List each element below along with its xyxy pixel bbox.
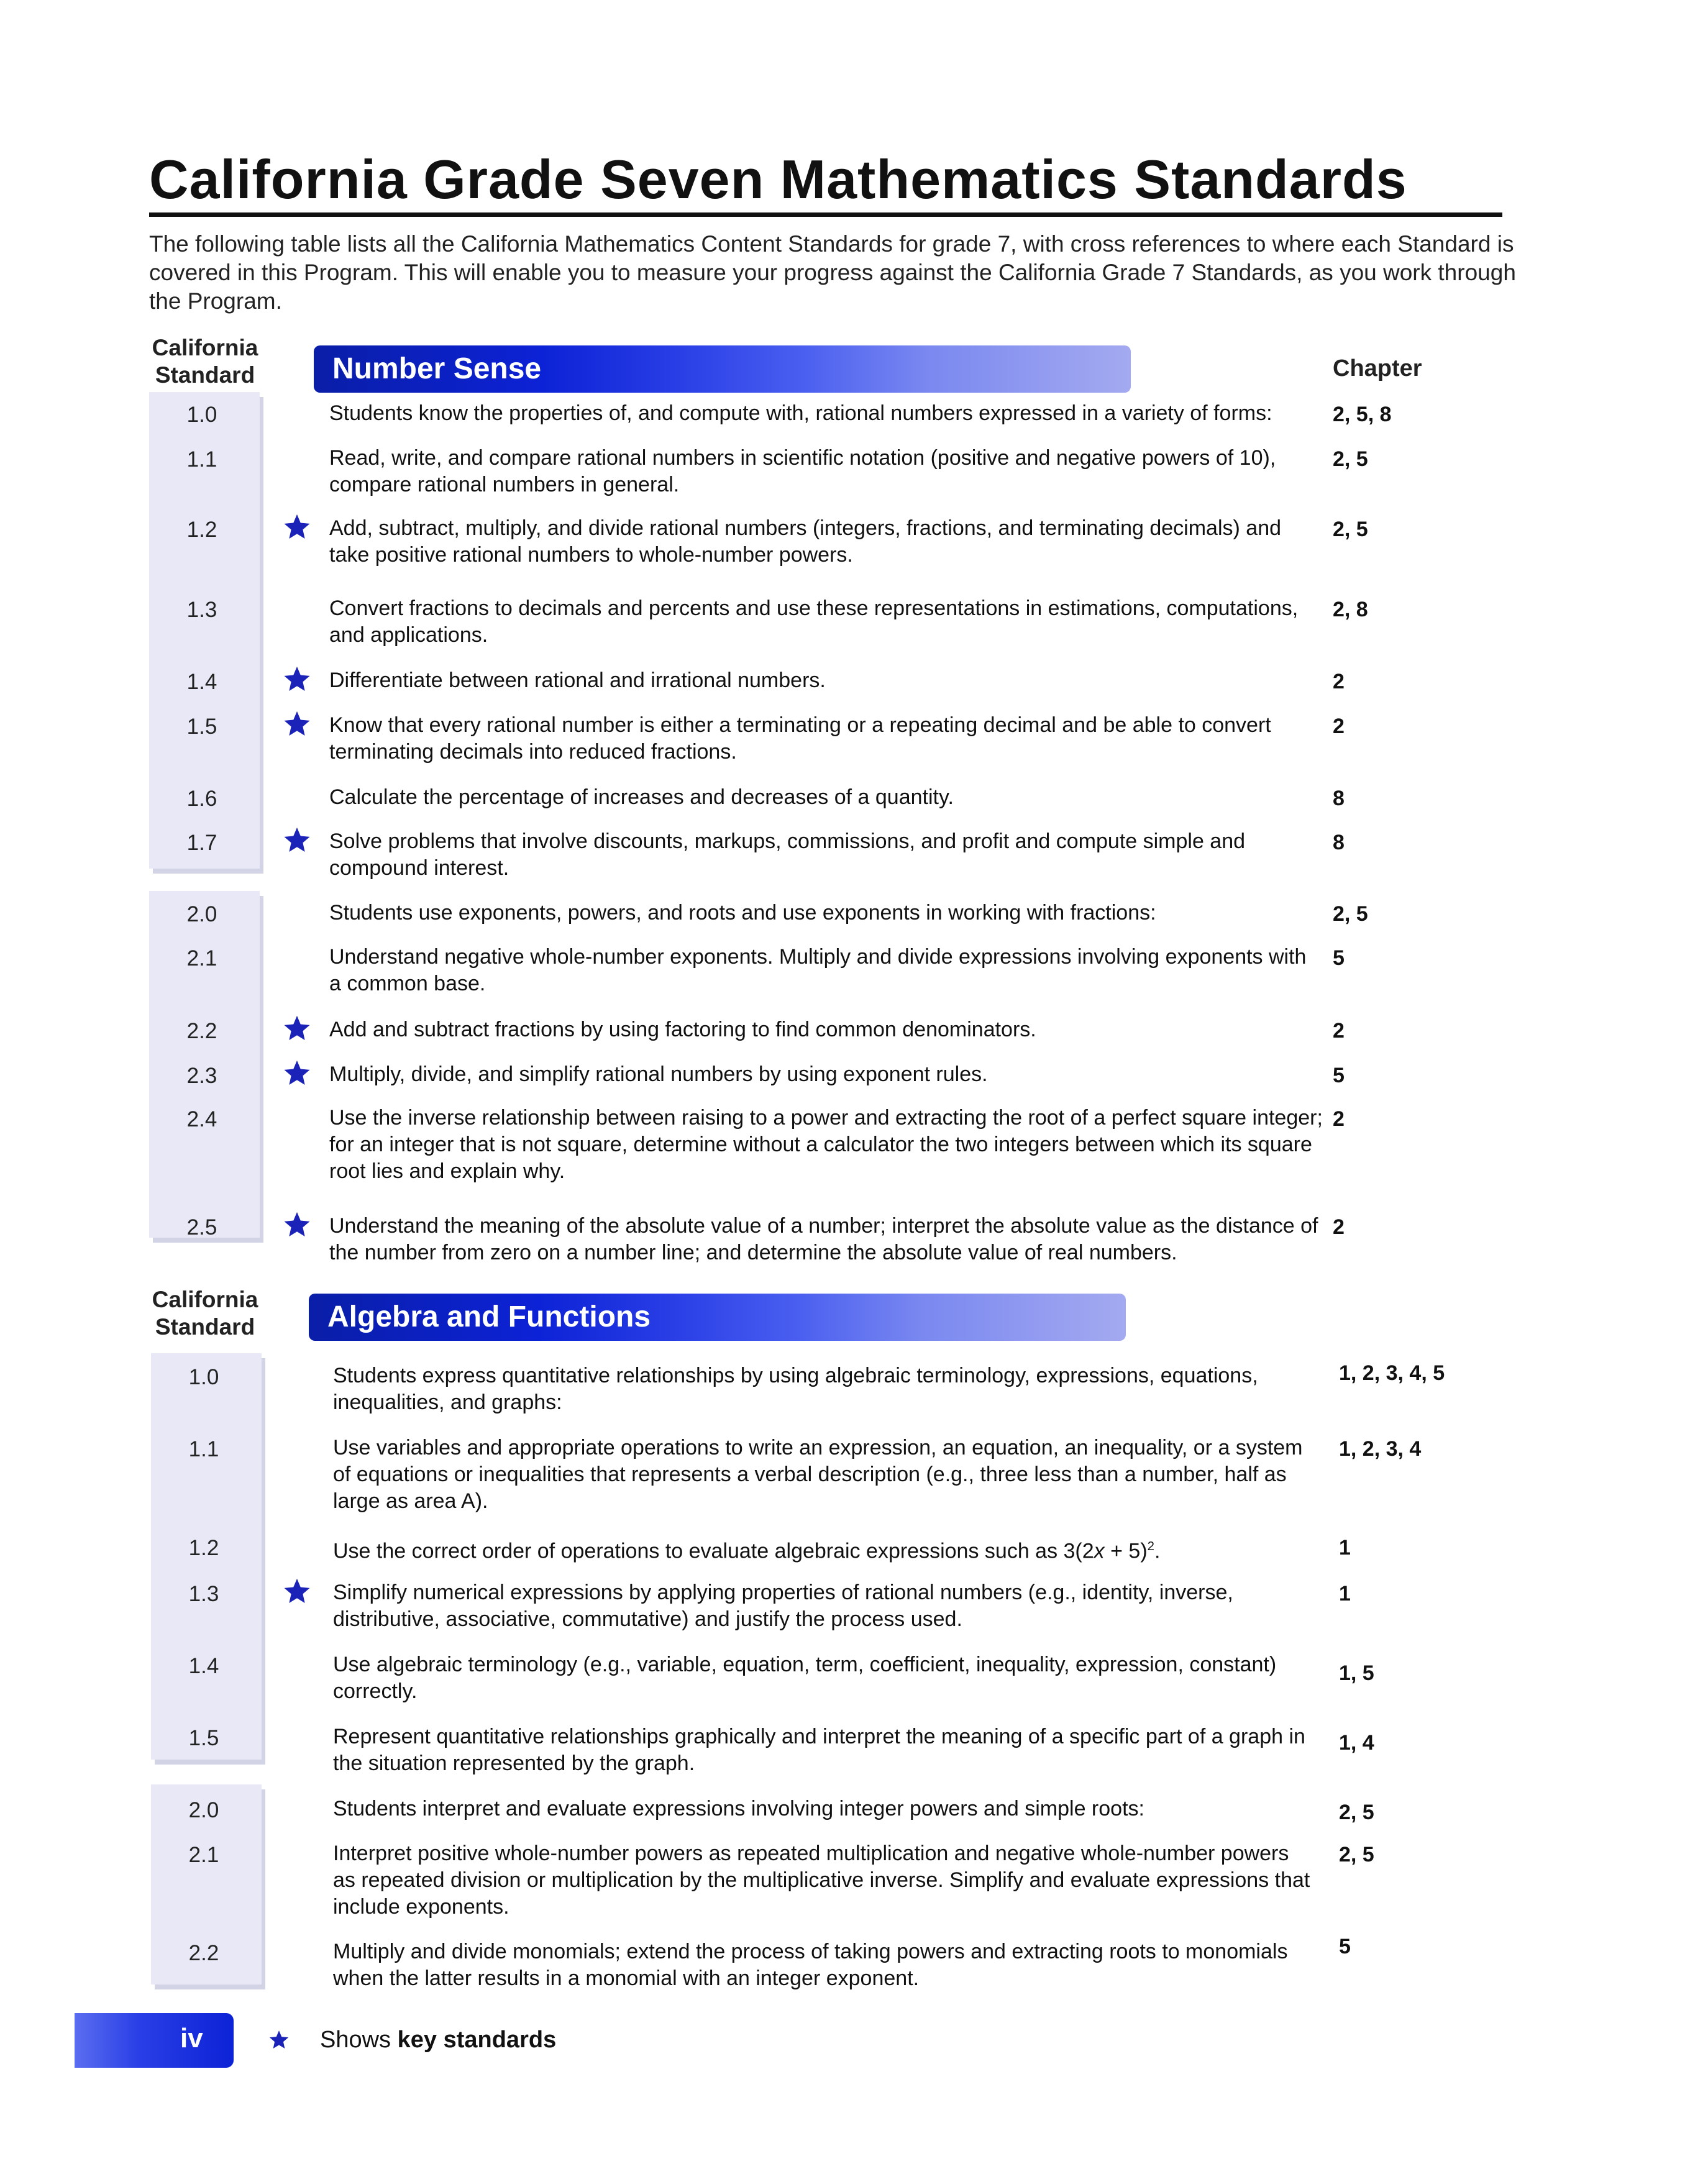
standard-number: 2.0: [188, 1798, 219, 1822]
standard-number: 1.4: [186, 670, 217, 694]
standard-description: Multiply, divide, and simplify rational numbers by using exponent rules.: [329, 1062, 988, 1086]
standard-description: Calculate the percentage of increases and decreases of a quantity.: [329, 785, 954, 809]
page-title: California Grade Seven Mathematics Standards: [149, 148, 1407, 210]
standard-number: 2.5: [186, 1215, 217, 1240]
chapter-reference: 2, 5, 8: [1333, 403, 1392, 426]
chapter-reference: 5: [1333, 946, 1345, 970]
standard-description: Students express quantitative relationships by using algebraic terminology, expressions, equations, inequalities, and graphs:: [333, 1364, 1258, 1414]
standard-number: 1.5: [186, 715, 217, 739]
chapter-reference: 2, 5: [1333, 518, 1368, 541]
standard-description: Solve problems that involve discounts, markups, commissions, and profit and compute simple and compound interest.: [329, 829, 1246, 880]
standard-description: Interpret positive whole-number powers as repeated multiplication and negative whole-number powers as repeated division or multiplication by the multiplicative inverse. Simplify and evaluate expressions that include exponents.: [333, 1842, 1310, 1919]
legend-star-icon: [268, 2029, 290, 2050]
chapter-reference: 2, 5: [1333, 447, 1368, 471]
chapter-reference: 1: [1339, 1536, 1351, 1560]
chapter-reference: 2: [1333, 670, 1345, 693]
key-standard-star-icon: [283, 826, 311, 854]
standard-description: Differentiate between rational and irrational numbers.: [329, 669, 826, 692]
standard-description: Students use exponents, powers, and roots and use exponents in working with fractions:: [329, 901, 1156, 925]
standard-description: Add and subtract fractions by using factoring to find common denominators.: [329, 1018, 1036, 1041]
chapter-reference: 2, 5: [1339, 1801, 1374, 1824]
standard-description: Convert fractions to decimals and percents and use these representations in estimations, computations, and applications.: [329, 596, 1299, 647]
standard-number: 2.3: [186, 1064, 217, 1088]
standard-number: 1.2: [186, 518, 217, 542]
standard-number: 1.2: [188, 1536, 219, 1560]
standard-description: Use the inverse relationship between raising to a power and extracting the root of a perfect square integer; for an integer that is not square, determine without a calculator the two integers between which its square root lies and explain why.: [329, 1106, 1323, 1183]
chapter-reference: 2: [1333, 1215, 1345, 1239]
chapter-reference: 2: [1333, 1019, 1345, 1043]
standard-number: 2.1: [186, 946, 217, 971]
section-banner: Algebra and Functions: [309, 1294, 1126, 1341]
standard-number: 2.0: [186, 902, 217, 926]
chapter-reference: 2: [1333, 1107, 1345, 1131]
standard-number: 1.3: [188, 1582, 219, 1606]
legend-text: Shows key standards: [320, 2027, 557, 2053]
standard-description: Use the correct order of operations to evaluate algebraic expressions such as $3(2x + 5)^2$.: [333, 1539, 1161, 1563]
standard-number: 1.0: [186, 403, 217, 427]
chapter-reference: 1, 5: [1339, 1661, 1374, 1685]
standard-number: 1.6: [186, 787, 217, 811]
chapter-reference: 8: [1333, 831, 1345, 854]
page-tab: [75, 2013, 234, 2068]
chapter-reference: 2: [1333, 715, 1345, 738]
chapter-reference: 1: [1339, 1582, 1351, 1605]
standard-description: Represent quantitative relationships graphically and interpret the meaning of a specific part of a graph in the situation represented by the graph.: [333, 1725, 1305, 1775]
standard-description: Multiply and divide monomials; extend the process of taking powers and extracting roots to monomials when the latter results in a monomial with an integer exponent.: [333, 1940, 1288, 1990]
key-standard-star-icon: [283, 1059, 311, 1087]
chapter-reference: 1, 4: [1339, 1731, 1374, 1755]
key-standard-star-icon: [283, 665, 311, 693]
standard-number: 1.7: [186, 831, 217, 855]
standard-number: 1.3: [186, 598, 217, 622]
standard-description: Use algebraic terminology (e.g., variable, equation, term, coefficient, inequality, expression, constant) correctly.: [333, 1653, 1277, 1703]
chapter-reference: 2, 5: [1339, 1843, 1374, 1866]
standard-description: Know that every rational number is either a terminating or a repeating decimal and be able to convert terminating decimals into reduced fractions.: [329, 713, 1271, 764]
standard-number: 2.1: [188, 1843, 219, 1867]
standard-number: 1.1: [186, 447, 217, 472]
chapter-reference: 2, 5: [1333, 902, 1368, 926]
standard-description: Understand the meaning of the absolute value of a number; interpret the absolute value as the distance of the number from zero on a number line; and determine the absolute value of real numbers.: [329, 1214, 1318, 1264]
column-header-standard: California Standard: [152, 1287, 258, 1340]
standard-description: Use variables and appropriate operations to write an expression, an equation, an inequality, or a system of equations or inequalities that represents a verbal description (e.g., three less than a number, half as large as area A).: [333, 1436, 1303, 1513]
standard-description: Read, write, and compare rational numbers in scientific notation (positive and negative powers of 10), compare rational numbers in general.: [329, 446, 1276, 496]
chapter-reference: 8: [1333, 787, 1345, 810]
key-standard-star-icon: [283, 710, 311, 738]
standard-number: 1.5: [188, 1726, 219, 1750]
column-header-standard: California Standard: [152, 335, 258, 388]
chapter-reference: 5: [1333, 1064, 1345, 1087]
standard-number: 2.4: [186, 1107, 217, 1131]
intro-paragraph: The following table lists all the California Mathematics Content Standards for grade 7, with cross references to where each Standard is covered in this Program. This will enable you to measure your progress against the California Grade 7 Standards, as you work through the Program.: [149, 231, 1516, 314]
key-standard-star-icon: [283, 1210, 311, 1239]
title-rule: [149, 212, 1502, 217]
column-header-chapter: Chapter: [1333, 355, 1422, 381]
section-banner: Number Sense: [314, 345, 1131, 393]
chapter-reference: 1, 2, 3, 4, 5: [1339, 1361, 1445, 1385]
standard-number: 1.4: [188, 1654, 219, 1678]
standard-number: 1.1: [188, 1437, 219, 1461]
page-number: iv: [180, 2023, 203, 2053]
standard-description: Add, subtract, multiply, and divide rational numbers (integers, fractions, and terminating decimals) and take positive rational numbers to whole-number powers.: [329, 516, 1282, 567]
standard-description: Students interpret and evaluate expressions involving integer powers and simple roots:: [333, 1797, 1144, 1820]
chapter-reference: 1, 2, 3, 4: [1339, 1437, 1422, 1461]
standard-number: 1.0: [188, 1365, 219, 1389]
standard-description: Students know the properties of, and compute with, rational numbers expressed in a variety of forms:: [329, 401, 1272, 425]
key-standard-star-icon: [283, 1014, 311, 1043]
chapter-reference: 2, 8: [1333, 598, 1368, 621]
key-standard-star-icon: [283, 1577, 311, 1605]
key-standard-star-icon: [283, 513, 311, 541]
standard-description: Simplify numerical expressions by applying properties of rational numbers (e.g., identity, inverse, distributive, associative, commutative) and justify the process used.: [333, 1581, 1233, 1631]
standard-number: 2.2: [188, 1941, 219, 1965]
standard-number: 2.2: [186, 1019, 217, 1043]
standard-description: Understand negative whole-number exponents. Multiply and divide expressions involving exponents with a common base.: [329, 945, 1307, 995]
chapter-reference: 5: [1339, 1935, 1351, 1958]
